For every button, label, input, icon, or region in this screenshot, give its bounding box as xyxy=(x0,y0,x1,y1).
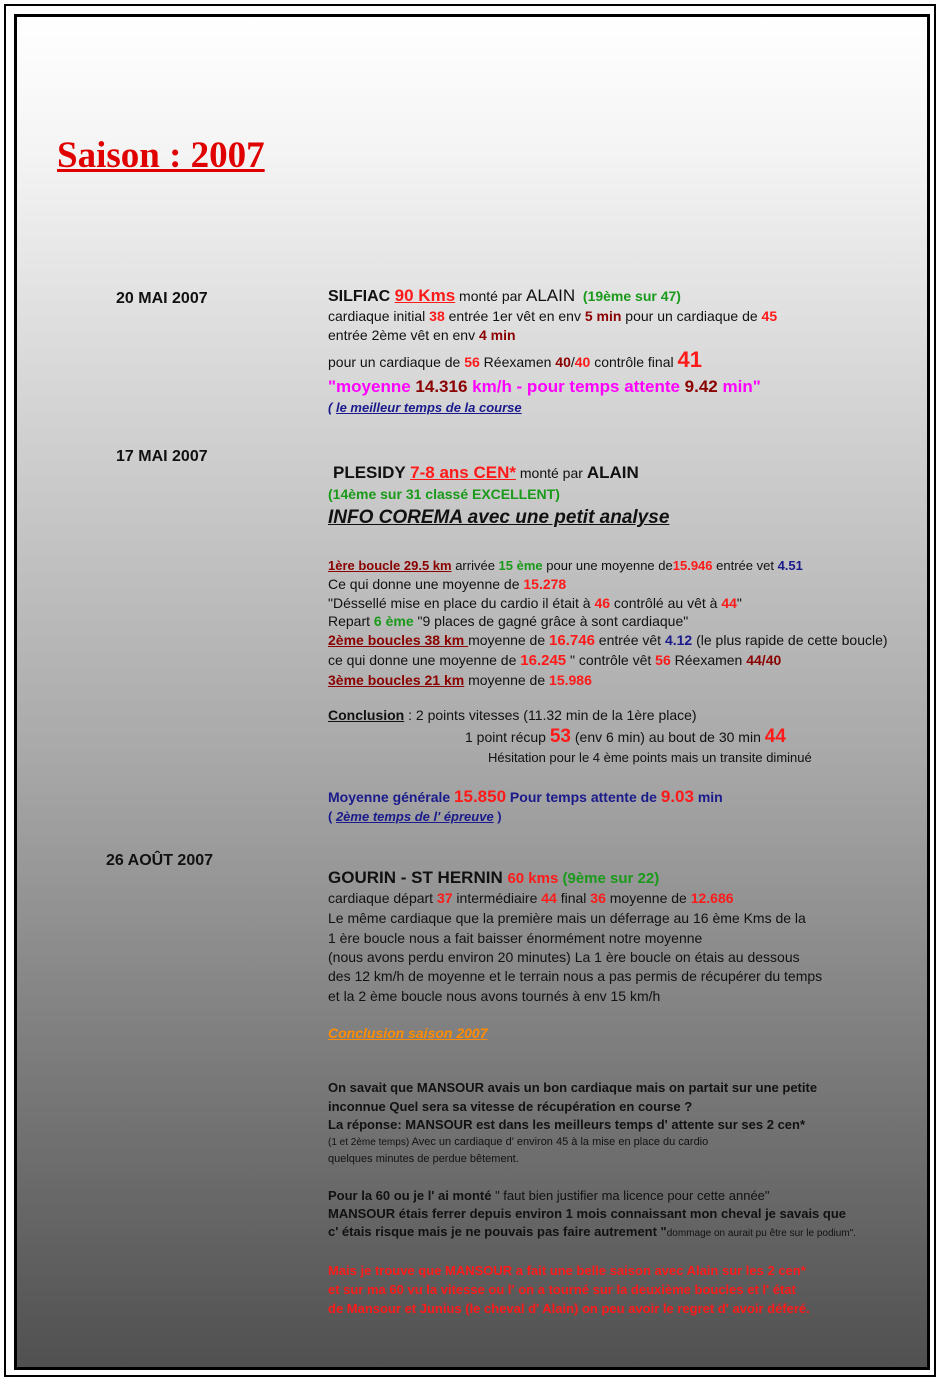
race-rank: (19ème sur 47) xyxy=(582,288,681,304)
text: contrôlé au vêt à xyxy=(610,595,722,611)
text: 1ère boucle 29.5 km xyxy=(328,558,452,573)
text: "9 places de gagné grâce à sont cardiaque" xyxy=(413,613,689,629)
race-rank: (9ème sur 22) xyxy=(558,870,660,887)
text: Pour la 60 ou je l' ai monté xyxy=(328,1188,492,1203)
gourin-line-4: 1 ère boucle nous a fait baisser énormément notre moyenne xyxy=(328,930,703,946)
value: 37 xyxy=(436,890,453,906)
conclusion-q1 xyxy=(328,1186,770,1205)
text: monté par xyxy=(455,288,526,304)
value: 56 xyxy=(464,354,480,370)
text: le meilleur temps de la course xyxy=(335,400,522,415)
value: 4.12 xyxy=(664,632,693,648)
conclusion-r3: de Mansour et Junius (le cheval d' Alain) on peu avoir le regret d' avoir déferé. xyxy=(328,1301,810,1316)
value: 56 xyxy=(655,652,671,668)
gourin-line-7: et la 2 ème boucle nous avons tournés à env 15 km/h xyxy=(328,988,661,1004)
date-silfiac: 20 MAI 2007 xyxy=(116,290,208,307)
text: dommage on aurait pu être sur le podium". xyxy=(666,1228,856,1239)
text: Réexamen xyxy=(670,652,747,668)
silfiac-header xyxy=(328,286,681,306)
plesidy-rank: (14ème sur 31 classé EXCELLENT) xyxy=(328,486,560,502)
conclusion-q2: MANSOUR étais ferrer depuis environ 1 mois connaissant mon cheval je savais que xyxy=(328,1206,847,1221)
text: Repart xyxy=(328,613,374,629)
text: min xyxy=(693,789,723,805)
date-gourin: 26 AOÛT 2007 xyxy=(106,852,214,869)
value: 44 xyxy=(541,890,557,906)
text: moyenne de xyxy=(468,632,550,648)
text: c' étais risque mais je ne pouvais pas faire autrement " xyxy=(328,1224,667,1239)
date-plesidy: 17 MAI 2007 xyxy=(116,448,208,465)
plesidy-b3 xyxy=(328,594,742,613)
conclusion-r1: Mais je trouve que MANSOUR a fait une belle saison avec Alain sur les 2 cen* xyxy=(328,1263,806,1278)
text: moyenne de xyxy=(605,890,691,906)
text: 3ème boucles 21 km xyxy=(328,672,465,688)
text: ( xyxy=(328,400,336,415)
text: 1 point récup xyxy=(465,729,550,745)
value: 9.42 xyxy=(684,377,718,396)
text: min" xyxy=(717,377,761,396)
text: (le plus rapide de cette boucle) xyxy=(692,632,888,648)
value: 46 xyxy=(594,595,611,611)
text: Moyenne générale xyxy=(328,789,455,805)
plesidy-header xyxy=(333,463,639,483)
plesidy-m1 xyxy=(328,787,723,807)
gourin-header xyxy=(328,868,659,888)
value: 40 xyxy=(574,354,591,370)
text: moyenne de xyxy=(464,672,550,688)
silfiac-line-3 xyxy=(328,326,516,345)
gourin-line-3: Le même cardiaque que la première mais un déferrage au 16 ème Kms de la xyxy=(328,910,806,926)
silfiac-line-5 xyxy=(328,377,761,397)
text: pour un cardiaque de xyxy=(621,308,762,324)
value: 41 xyxy=(677,347,702,372)
race-distance: 60 kms xyxy=(507,870,559,887)
text: Réexamen xyxy=(479,354,556,370)
conclusion-p1: On savait que MANSOUR avais un bon cardiaque mais on partait sur une petite xyxy=(328,1080,818,1095)
value: 53 xyxy=(549,726,571,747)
value: 38 xyxy=(429,308,445,324)
silfiac-line-2 xyxy=(328,307,777,326)
value: 5 min xyxy=(584,308,622,324)
text: / xyxy=(570,354,575,370)
value: 15.946 xyxy=(672,558,713,573)
plesidy-b6 xyxy=(328,651,781,670)
text: 2ème temps de l' épreuve xyxy=(335,809,494,824)
value: 15 ème xyxy=(498,558,543,573)
gourin-line-6: des 12 km/h de moyenne et le terrain nous a pas permis de récupérer du temps xyxy=(328,968,823,984)
plesidy-b1 xyxy=(328,556,803,575)
text: ( xyxy=(328,809,336,824)
text: " contrôle vêt xyxy=(566,652,656,668)
value: 40 xyxy=(555,354,571,370)
plesidy-c3: Hésitation pour le 4 ème points mais un transite diminué xyxy=(488,750,812,765)
text: arrivée xyxy=(451,558,499,573)
text: ) xyxy=(493,809,502,824)
text: entrée 1er vêt en env xyxy=(444,308,585,324)
text: entrée vêt xyxy=(594,632,665,648)
value: 44 xyxy=(764,726,786,747)
text: pour un cardiaque de xyxy=(328,354,465,370)
text: 2ème boucles 38 km xyxy=(328,632,469,648)
value: 36 xyxy=(590,890,606,906)
conclusion-heading: Conclusion saison 2007 xyxy=(328,1025,488,1041)
plesidy-b5 xyxy=(328,631,888,650)
text: final xyxy=(556,890,591,906)
value: 14.316 xyxy=(415,377,468,396)
race-name: GOURIN - ST HERNIN xyxy=(328,868,508,887)
gourin-line-2 xyxy=(328,889,734,908)
text: Pour temps attente de xyxy=(506,789,661,805)
race-distance: 90 Kms xyxy=(394,286,456,305)
value: 45 xyxy=(761,308,778,324)
value: 15.986 xyxy=(549,672,592,688)
plesidy-b2 xyxy=(328,575,566,594)
text: entrée 2ème vêt en env xyxy=(328,327,479,343)
conclusion-p5: quelques minutes de perdue bêtement. xyxy=(328,1153,519,1165)
silfiac-line-6 xyxy=(328,398,522,417)
text: km/h - pour temps attente xyxy=(467,377,685,396)
plesidy-c1 xyxy=(328,706,697,725)
page-title: Saison : 2007 xyxy=(57,135,265,176)
text: Ce qui donne une moyenne de xyxy=(328,576,524,592)
value: 16.245 xyxy=(520,652,567,669)
silfiac-line-4 xyxy=(328,347,702,372)
value: 4.51 xyxy=(777,558,803,573)
text: entrée vet xyxy=(712,558,778,573)
gourin-line-5: (nous avons perdu environ 20 minutes) La 1 ère boucle on étais au dessous xyxy=(328,949,800,965)
text: "Déssellé mise en place du cardio il était à xyxy=(328,595,595,611)
conclusion-r2: et sur ma 60 vu la vitesse ou l' on a tourné sur la deuxième boucles et l' état xyxy=(328,1282,796,1297)
text: (env 6 min) au bout de 30 min xyxy=(570,729,765,745)
race-name: SILFIAC xyxy=(328,288,395,305)
value: 44/40 xyxy=(746,652,782,668)
plesidy-b4 xyxy=(328,612,688,631)
text: pour une moyenne de xyxy=(542,558,673,573)
text: intermédiaire xyxy=(452,890,542,906)
text: Conclusion xyxy=(328,707,405,723)
value: 15.850 xyxy=(454,787,507,806)
rider-name: ALAIN xyxy=(586,463,639,482)
text: Avec un cardiaque d' environ 45 à la mise en place du cardio xyxy=(409,1136,709,1148)
value: 44 xyxy=(721,595,737,611)
plesidy-b7 xyxy=(328,671,592,690)
value: 12.686 xyxy=(690,890,734,906)
text: : 2 points vitesses (11.32 min de la 1ère place) xyxy=(404,707,697,723)
text: " faut bien justifier ma licence pour cette année" xyxy=(491,1188,770,1203)
text: monté par xyxy=(515,465,587,481)
conclusion-q3 xyxy=(328,1222,856,1243)
text: cardiaque initial xyxy=(328,308,430,324)
value: 6 ème xyxy=(373,613,414,629)
value: 15.278 xyxy=(523,576,567,592)
text: "moyenne xyxy=(328,377,416,396)
text: ce qui donne une moyenne de xyxy=(328,652,521,668)
rider-name: ALAIN xyxy=(525,286,576,305)
value: 4 min xyxy=(479,327,516,343)
race-category: 7-8 ans CEN* xyxy=(410,463,516,482)
conclusion-p2: inconnue Quel sera sa vitesse de récupération en course ? xyxy=(328,1099,693,1114)
plesidy-m2 xyxy=(328,807,502,826)
plesidy-subtitle: INFO COREMA avec une petit analyse xyxy=(328,507,670,528)
conclusion-p3: La réponse: MANSOUR est dans les meilleurs temps d' attente sur ses 2 cen* xyxy=(328,1117,806,1132)
value: 9.03 xyxy=(660,787,694,806)
text: cardiaque départ xyxy=(328,890,437,906)
plesidy-c2 xyxy=(465,727,786,747)
race-name: PLESIDY xyxy=(333,463,411,482)
value: 16.746 xyxy=(549,632,595,649)
text: " xyxy=(736,595,742,611)
text: contrôle final xyxy=(590,354,678,370)
text: (1 et 2ème temps) xyxy=(328,1137,410,1148)
